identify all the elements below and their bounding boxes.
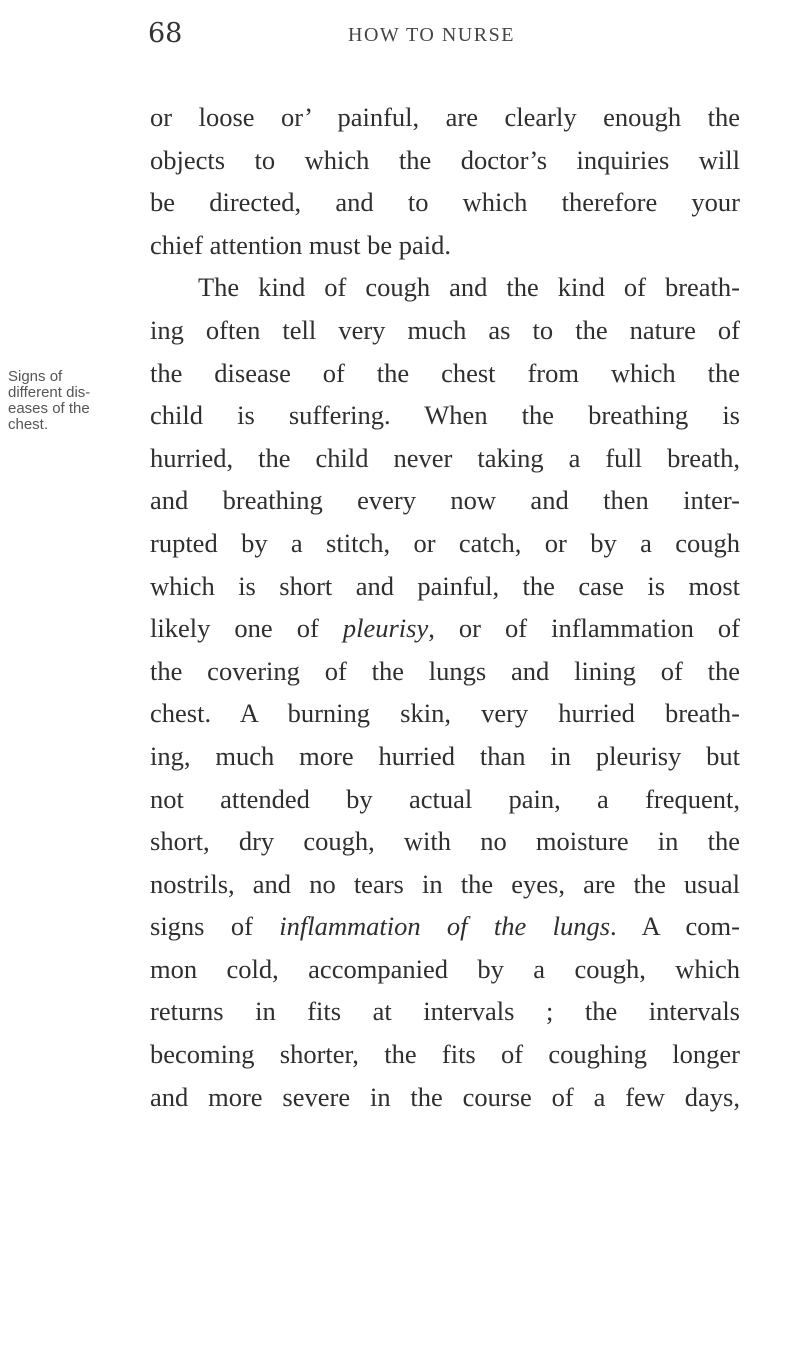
margin-note-line: eases of the <box>8 400 90 417</box>
text-line: The kind of cough and the kind of breath- <box>198 272 740 303</box>
text-line: short, dry cough, with no moisture in the <box>150 826 740 857</box>
text-line <box>150 607 740 650</box>
text-fragment: likely one of <box>150 613 343 644</box>
text-line: or loose or’ painful, are clearly enough the <box>150 102 740 132</box>
page-header <box>0 18 800 54</box>
text-line: chest. A burning skin, very hurried breath- <box>150 698 740 729</box>
margin-note-line: Signs of <box>8 368 63 385</box>
text-line: hurried, the child never taking a full breath, <box>150 442 740 473</box>
body-text <box>150 96 740 1118</box>
text-line: the disease of the chest from which the <box>150 357 740 388</box>
text-fragment: . A com- <box>610 911 740 942</box>
text-line: ing, much more hurried than in pleurisy but <box>150 740 740 771</box>
text-line: which is short and painful, the case is most <box>150 570 740 601</box>
text-line: objects to which the doctor’s inquiries will <box>150 144 740 175</box>
text-line: child is suffering. When the breathing is <box>150 400 740 431</box>
page-number: 68 <box>148 18 183 49</box>
text-line: rupted by a stitch, or catch, or by a cough <box>150 527 740 558</box>
text-line <box>150 905 740 948</box>
text-line: becoming shorter, the fits of coughing longer <box>150 1039 740 1070</box>
margin-note-line: different dis- <box>8 384 91 401</box>
margin-note <box>8 369 123 433</box>
text-line: and breathing every now and then inter- <box>150 485 740 516</box>
text-line: chief attention must be paid. <box>150 229 451 260</box>
text-line: returns in fits at intervals ; the intervals <box>150 996 740 1027</box>
italic-term-inflammation-of-the-lungs: inflammation of the lungs <box>279 911 611 942</box>
text-line: nostrils, and no tears in the eyes, are the usual <box>150 868 740 899</box>
text-fragment: , or of inflammation of <box>428 613 741 644</box>
text-line: and more severe in the course of a few days, <box>150 1081 740 1112</box>
text-line: mon cold, accompanied by a cough, which <box>150 953 740 984</box>
running-head: HOW TO NURSE <box>348 24 515 46</box>
text-line: the covering of the lungs and lining of the <box>150 655 740 686</box>
text-line: ing often tell very much as to the nature of <box>150 314 740 345</box>
text-line: be directed, and to which therefore your <box>150 187 740 218</box>
text-fragment: signs of <box>150 911 280 942</box>
margin-note-line: chest. <box>8 416 49 433</box>
text-line: not attended by actual pain, a frequent, <box>150 783 740 814</box>
italic-term-pleurisy: pleurisy <box>342 613 429 644</box>
